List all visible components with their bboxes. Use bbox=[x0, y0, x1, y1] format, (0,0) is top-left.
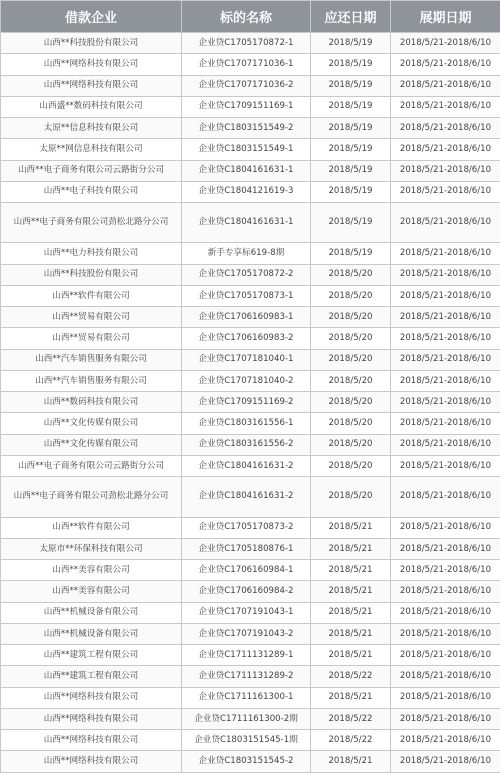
header-row bbox=[1, 1, 500, 33]
extension-period-cell: 2018/5/21-2018/6/10 bbox=[391, 708, 500, 729]
extension-period-cell: 2018/5/21-2018/6/10 bbox=[391, 730, 500, 751]
extension-period-cell: 2018/5/21-2018/6/10 bbox=[391, 370, 500, 391]
extension-period-cell: 2018/5/21-2018/6/10 bbox=[391, 243, 500, 264]
table-row bbox=[1, 455, 500, 476]
due-date-cell: 2018/5/19 bbox=[311, 139, 391, 160]
table-row bbox=[1, 264, 500, 285]
borrower-cell: 山西**贸易有限公司 bbox=[1, 307, 182, 328]
due-date-cell: 2018/5/20 bbox=[311, 349, 391, 370]
loan-name-cell: 企业贷C1707191043-2 bbox=[182, 623, 311, 644]
table-row bbox=[1, 328, 500, 349]
table-row bbox=[1, 118, 500, 139]
borrower-cell: 山西**电子商务有限公司云路街分公司 bbox=[1, 160, 182, 181]
table-row bbox=[1, 181, 500, 202]
due-date-cell: 2018/5/19 bbox=[311, 96, 391, 117]
borrower-cell: 太原**信息科技有限公司 bbox=[1, 118, 182, 139]
borrower-cell: 山西**美容有限公司 bbox=[1, 581, 182, 602]
loan-name-cell: 企业贷C1803151549-1 bbox=[182, 139, 311, 160]
table-row bbox=[1, 602, 500, 623]
header-loan-name: 标的名称 bbox=[182, 1, 311, 33]
due-date-cell: 2018/5/19 bbox=[311, 203, 391, 243]
loan-name-cell: 企业贷C1711131289-2 bbox=[182, 666, 311, 687]
due-date-cell: 2018/5/21 bbox=[311, 623, 391, 644]
loan-name-cell: 企业贷C1804161631-1 bbox=[182, 160, 311, 181]
extension-period-cell: 2018/5/21-2018/6/10 bbox=[391, 285, 500, 306]
borrower-cell: 山西**电子商务有限公司劲松北路分公司 bbox=[1, 203, 182, 243]
extension-period-cell: 2018/5/21-2018/6/10 bbox=[391, 392, 500, 413]
table-row bbox=[1, 560, 500, 581]
due-date-cell: 2018/5/20 bbox=[311, 434, 391, 455]
borrower-cell: 山西**数码科技有限公司 bbox=[1, 392, 182, 413]
loan-name-cell: 企业贷C1804161631-2 bbox=[182, 477, 311, 517]
loan-name-cell: 企业贷C1705170872-1 bbox=[182, 33, 311, 54]
loan-name-cell: 企业贷C1705170872-2 bbox=[182, 264, 311, 285]
borrower-cell: 山西**建筑工程有限公司 bbox=[1, 666, 182, 687]
loan-name-cell: 企业贷C1707171036-1 bbox=[182, 54, 311, 75]
due-date-cell: 2018/5/19 bbox=[311, 33, 391, 54]
due-date-cell: 2018/5/22 bbox=[311, 730, 391, 751]
due-date-cell: 2018/5/20 bbox=[311, 477, 391, 517]
loan-name-cell: 企业贷C1706160983-2 bbox=[182, 328, 311, 349]
loan-name-cell: 企业贷C1803151545-2 bbox=[182, 751, 311, 773]
loan-name-cell: 企业贷C1709151169-2 bbox=[182, 392, 311, 413]
loan-name-cell: 企业贷C1706160984-1 bbox=[182, 560, 311, 581]
loan-name-cell: 企业贷C1706160984-2 bbox=[182, 581, 311, 602]
extension-period-cell: 2018/5/21-2018/6/10 bbox=[391, 560, 500, 581]
table-row bbox=[1, 434, 500, 455]
borrower-cell: 山西**文化传媒有限公司 bbox=[1, 413, 182, 434]
borrower-cell: 山西**网络科技有限公司 bbox=[1, 730, 182, 751]
borrower-cell: 山西**网络科技有限公司 bbox=[1, 75, 182, 96]
loan-name-cell: 新手专享标619-8期 bbox=[182, 243, 311, 264]
extension-period-cell: 2018/5/21-2018/6/10 bbox=[391, 687, 500, 708]
table-row bbox=[1, 392, 500, 413]
table-row bbox=[1, 730, 500, 751]
loan-name-cell: 企业贷C1709151169-1 bbox=[182, 96, 311, 117]
due-date-cell: 2018/5/20 bbox=[311, 307, 391, 328]
borrower-cell: 山西**机械设备有限公司 bbox=[1, 623, 182, 644]
table-row bbox=[1, 33, 500, 54]
borrower-cell: 山西**软件有限公司 bbox=[1, 285, 182, 306]
due-date-cell: 2018/5/19 bbox=[311, 160, 391, 181]
extension-period-cell: 2018/5/21-2018/6/10 bbox=[391, 139, 500, 160]
table-header bbox=[1, 1, 500, 33]
loan-name-cell: 企业贷C1706160983-1 bbox=[182, 307, 311, 328]
loan-name-cell: 企业贷C1705170873-2 bbox=[182, 517, 311, 538]
table-row bbox=[1, 645, 500, 666]
borrower-cell: 山西**汽车销售服务有限公司 bbox=[1, 370, 182, 391]
borrower-cell: 山西**电力科技有限公司 bbox=[1, 243, 182, 264]
table-row bbox=[1, 75, 500, 96]
table-row bbox=[1, 623, 500, 644]
due-date-cell: 2018/5/19 bbox=[311, 181, 391, 202]
loan-name-cell: 企业贷C1707191043-1 bbox=[182, 602, 311, 623]
extension-period-cell: 2018/5/21-2018/6/10 bbox=[391, 75, 500, 96]
loan-name-cell: 企业贷C1705170873-1 bbox=[182, 285, 311, 306]
extension-period-cell: 2018/5/21-2018/6/10 bbox=[391, 434, 500, 455]
due-date-cell: 2018/5/19 bbox=[311, 243, 391, 264]
due-date-cell: 2018/5/20 bbox=[311, 370, 391, 391]
due-date-cell: 2018/5/21 bbox=[311, 517, 391, 538]
loan-name-cell: 企业贷C1804161631-1 bbox=[182, 203, 311, 243]
extension-period-cell: 2018/5/21-2018/6/10 bbox=[391, 538, 500, 559]
header-due-date: 应还日期 bbox=[311, 1, 391, 33]
loan-name-cell: 企业贷C1711161300-1 bbox=[182, 687, 311, 708]
table-row bbox=[1, 751, 500, 773]
extension-period-cell: 2018/5/21-2018/6/10 bbox=[391, 264, 500, 285]
due-date-cell: 2018/5/21 bbox=[311, 538, 391, 559]
borrower-cell: 山西**软件有限公司 bbox=[1, 517, 182, 538]
extension-period-cell: 2018/5/21-2018/6/10 bbox=[391, 477, 500, 517]
borrower-cell: 山西**电子商务有限公司云路街分公司 bbox=[1, 455, 182, 476]
extension-period-cell: 2018/5/21-2018/6/10 bbox=[391, 96, 500, 117]
borrower-cell: 太原**网信息科技有限公司 bbox=[1, 139, 182, 160]
extension-period-cell: 2018/5/21-2018/6/10 bbox=[391, 413, 500, 434]
extension-period-cell: 2018/5/21-2018/6/10 bbox=[391, 33, 500, 54]
borrower-cell: 山西**文化传媒有限公司 bbox=[1, 434, 182, 455]
table-row bbox=[1, 517, 500, 538]
table-row bbox=[1, 349, 500, 370]
table-row bbox=[1, 307, 500, 328]
loan-name-cell: 企业贷C1804121619-3 bbox=[182, 181, 311, 202]
loan-name-cell: 企业贷C1707171036-2 bbox=[182, 75, 311, 96]
table-body bbox=[1, 33, 500, 773]
due-date-cell: 2018/5/20 bbox=[311, 455, 391, 476]
borrower-cell: 山西**科技股份有限公司 bbox=[1, 264, 182, 285]
borrower-cell: 山西**美容有限公司 bbox=[1, 560, 182, 581]
borrower-cell: 太原市**环保科技有限公司 bbox=[1, 538, 182, 559]
header-borrower: 借款企业 bbox=[1, 1, 182, 33]
loan-name-cell: 企业贷C1804161631-2 bbox=[182, 455, 311, 476]
table-row bbox=[1, 285, 500, 306]
due-date-cell: 2018/5/21 bbox=[311, 645, 391, 666]
table-row bbox=[1, 160, 500, 181]
borrower-cell: 山西**贸易有限公司 bbox=[1, 328, 182, 349]
table-row bbox=[1, 666, 500, 687]
due-date-cell: 2018/5/20 bbox=[311, 413, 391, 434]
extension-period-cell: 2018/5/21-2018/6/10 bbox=[391, 666, 500, 687]
extension-period-cell: 2018/5/21-2018/6/10 bbox=[391, 118, 500, 139]
loan-name-cell: 企业贷C1803151545-1期 bbox=[182, 730, 311, 751]
table-row bbox=[1, 96, 500, 117]
due-date-cell: 2018/5/22 bbox=[311, 666, 391, 687]
due-date-cell: 2018/5/21 bbox=[311, 560, 391, 581]
due-date-cell: 2018/5/21 bbox=[311, 751, 391, 773]
extension-period-cell: 2018/5/21-2018/6/10 bbox=[391, 455, 500, 476]
borrower-cell: 山西**建筑工程有限公司 bbox=[1, 645, 182, 666]
borrower-cell: 山西**机械设备有限公司 bbox=[1, 602, 182, 623]
loan-name-cell: 企业贷C1711161300-2期 bbox=[182, 708, 311, 729]
borrower-cell: 山西**网络科技有限公司 bbox=[1, 751, 182, 773]
table-row bbox=[1, 413, 500, 434]
due-date-cell: 2018/5/19 bbox=[311, 54, 391, 75]
extension-period-cell: 2018/5/21-2018/6/10 bbox=[391, 602, 500, 623]
due-date-cell: 2018/5/21 bbox=[311, 687, 391, 708]
borrower-cell: 山西盛**数码科技有限公司 bbox=[1, 96, 182, 117]
table-row bbox=[1, 538, 500, 559]
due-date-cell: 2018/5/20 bbox=[311, 328, 391, 349]
extension-period-cell: 2018/5/21-2018/6/10 bbox=[391, 349, 500, 370]
due-date-cell: 2018/5/21 bbox=[311, 581, 391, 602]
table-row bbox=[1, 370, 500, 391]
table-row bbox=[1, 687, 500, 708]
extension-period-cell: 2018/5/21-2018/6/10 bbox=[391, 203, 500, 243]
extension-period-cell: 2018/5/21-2018/6/10 bbox=[391, 581, 500, 602]
table-row bbox=[1, 477, 500, 517]
table-row bbox=[1, 243, 500, 264]
extension-period-cell: 2018/5/21-2018/6/10 bbox=[391, 160, 500, 181]
loan-name-cell: 企业贷C1803161556-2 bbox=[182, 434, 311, 455]
due-date-cell: 2018/5/22 bbox=[311, 708, 391, 729]
due-date-cell: 2018/5/21 bbox=[311, 602, 391, 623]
borrower-cell: 山西**汽车销售服务有限公司 bbox=[1, 349, 182, 370]
loan-name-cell: 企业贷C1711131289-1 bbox=[182, 645, 311, 666]
due-date-cell: 2018/5/20 bbox=[311, 264, 391, 285]
extension-period-cell: 2018/5/21-2018/6/10 bbox=[391, 645, 500, 666]
loan-name-cell: 企业贷C1707181040-2 bbox=[182, 370, 311, 391]
table-row bbox=[1, 54, 500, 75]
extension-period-cell: 2018/5/21-2018/6/10 bbox=[391, 751, 500, 773]
due-date-cell: 2018/5/20 bbox=[311, 392, 391, 413]
due-date-cell: 2018/5/19 bbox=[311, 118, 391, 139]
due-date-cell: 2018/5/19 bbox=[311, 75, 391, 96]
borrower-cell: 山西**电子商务有限公司劲松北路分公司 bbox=[1, 477, 182, 517]
extension-period-cell: 2018/5/21-2018/6/10 bbox=[391, 328, 500, 349]
extension-period-cell: 2018/5/21-2018/6/10 bbox=[391, 54, 500, 75]
extension-period-cell: 2018/5/21-2018/6/10 bbox=[391, 181, 500, 202]
borrower-cell: 山西**电子科技有限公司 bbox=[1, 181, 182, 202]
borrower-cell: 山西**网络科技有限公司 bbox=[1, 54, 182, 75]
header-extension-period: 展期日期 bbox=[391, 1, 500, 33]
due-date-cell: 2018/5/20 bbox=[311, 285, 391, 306]
table-row bbox=[1, 708, 500, 729]
extension-period-cell: 2018/5/21-2018/6/10 bbox=[391, 517, 500, 538]
loan-name-cell: 企业贷C1705180876-1 bbox=[182, 538, 311, 559]
extension-period-cell: 2018/5/21-2018/6/10 bbox=[391, 307, 500, 328]
borrower-cell: 山西**科技股份有限公司 bbox=[1, 33, 182, 54]
extension-period-cell: 2018/5/21-2018/6/10 bbox=[391, 623, 500, 644]
borrower-cell: 山西**网络科技有限公司 bbox=[1, 687, 182, 708]
loan-name-cell: 企业贷C1803151549-2 bbox=[182, 118, 311, 139]
table-row bbox=[1, 203, 500, 243]
loan-name-cell: 企业贷C1707181040-1 bbox=[182, 349, 311, 370]
table-row bbox=[1, 139, 500, 160]
borrower-cell: 山西**网络科技有限公司 bbox=[1, 708, 182, 729]
table-row bbox=[1, 581, 500, 602]
loan-name-cell: 企业贷C1803161556-1 bbox=[182, 413, 311, 434]
